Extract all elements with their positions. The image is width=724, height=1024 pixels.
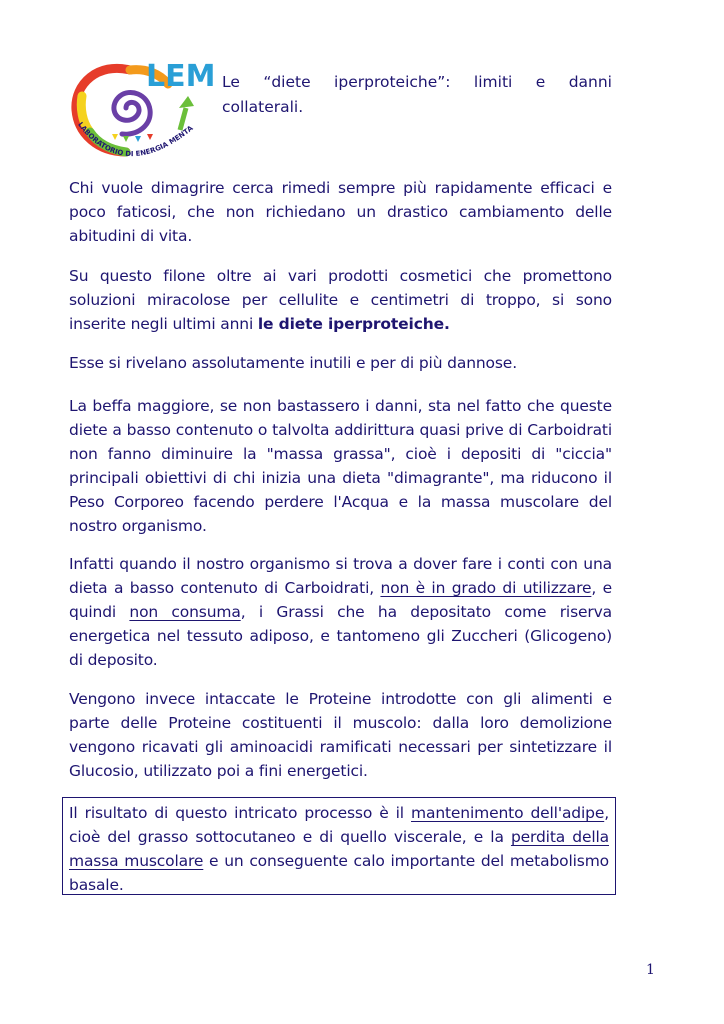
paragraph-2-text: Su questo filone oltre ai vari prodotti cosmetici che promettono soluzioni miracolose per cellulite e centimetri di troppo, si sono inserite negli ultimi anni [69,267,612,333]
paragraph-5-underline-1: non è in grado di utilizzare [380,579,592,597]
paragraph-4: La beffa maggiore, se non bastassero i danni, sta nel fatto che queste diete a basso contenuto o talvolta addirittura quasi prive di Carboidrati non fanno diminuire la "massa grassa", cioè i depositi di "ciccia" principali obiettivi di chi inizia una dieta "dimagrante", ma riducono il Peso Corporeo facendo perdere l'Acqua e la massa muscolare del nostro organismo. [69,397,612,535]
page-number: 1 [646,962,655,978]
paragraph-5-text-a: Infatti quando il nostro organismo si trova a dover fare i conti con una dieta a basso contenuto di Carboidrati, [69,555,612,597]
paragraph-5-text-b: , e quindi [69,579,612,621]
paragraph-5-text-c: , i Grassi che ha depositato come riserva energetica nel tessuto adiposo, e tantomeno gli Zuccheri (Glicogeno) di deposito. [69,603,612,669]
document-title: Le “diete iperproteiche”: limiti e danni collaterali. [222,73,612,116]
logo-tagline: LABORATORIO DI ENERGIA MENTA [76,120,195,159]
paragraph-7-text-c: e un conseguente calo importante del metabolismo basale. [69,852,609,894]
paragraph-1: Chi vuole dimagrire cerca rimedi sempre più rapidamente efficaci e poco faticosi, che non richiedano un drastico cambiamento delle abitudini di vita. [69,179,612,245]
paragraph-2-bold: le diete iperproteiche. [257,315,450,333]
paragraph-7-text-a: Il risultato di questo intricato processo è il [69,804,412,822]
paragraph-7-underline-1: mantenimento dell'adipe [411,804,605,822]
paragraph-6: Vengono invece intaccate le Proteine introdotte con gli alimenti e parte delle Proteine costituenti il muscolo: dalla loro demolizione vengono ricavati gli aminoacidi ramificati necessari per sintetizzare il Glucosio, utilizzato poi a fini energetici. [69,690,612,780]
paragraph-5 [69,552,612,672]
paragraph-7-text-b: , cioè del grasso sottocutaneo e di quello viscerale, e la [69,804,609,846]
lem-logo-graphic [68,56,218,166]
svg-text:LEM: LEM [146,59,216,94]
paragraph-5-underline-2: non consuma [129,603,241,621]
paragraph-7 [69,801,609,897]
paragraph-7-underline-2: perdita della massa muscolare [69,828,609,870]
paragraph-3: Esse si rivelano assolutamente inutili e per di più dannose. [69,354,517,372]
paragraph-2 [69,264,612,336]
conclusion-box [62,797,616,895]
lem-logo [68,56,218,166]
